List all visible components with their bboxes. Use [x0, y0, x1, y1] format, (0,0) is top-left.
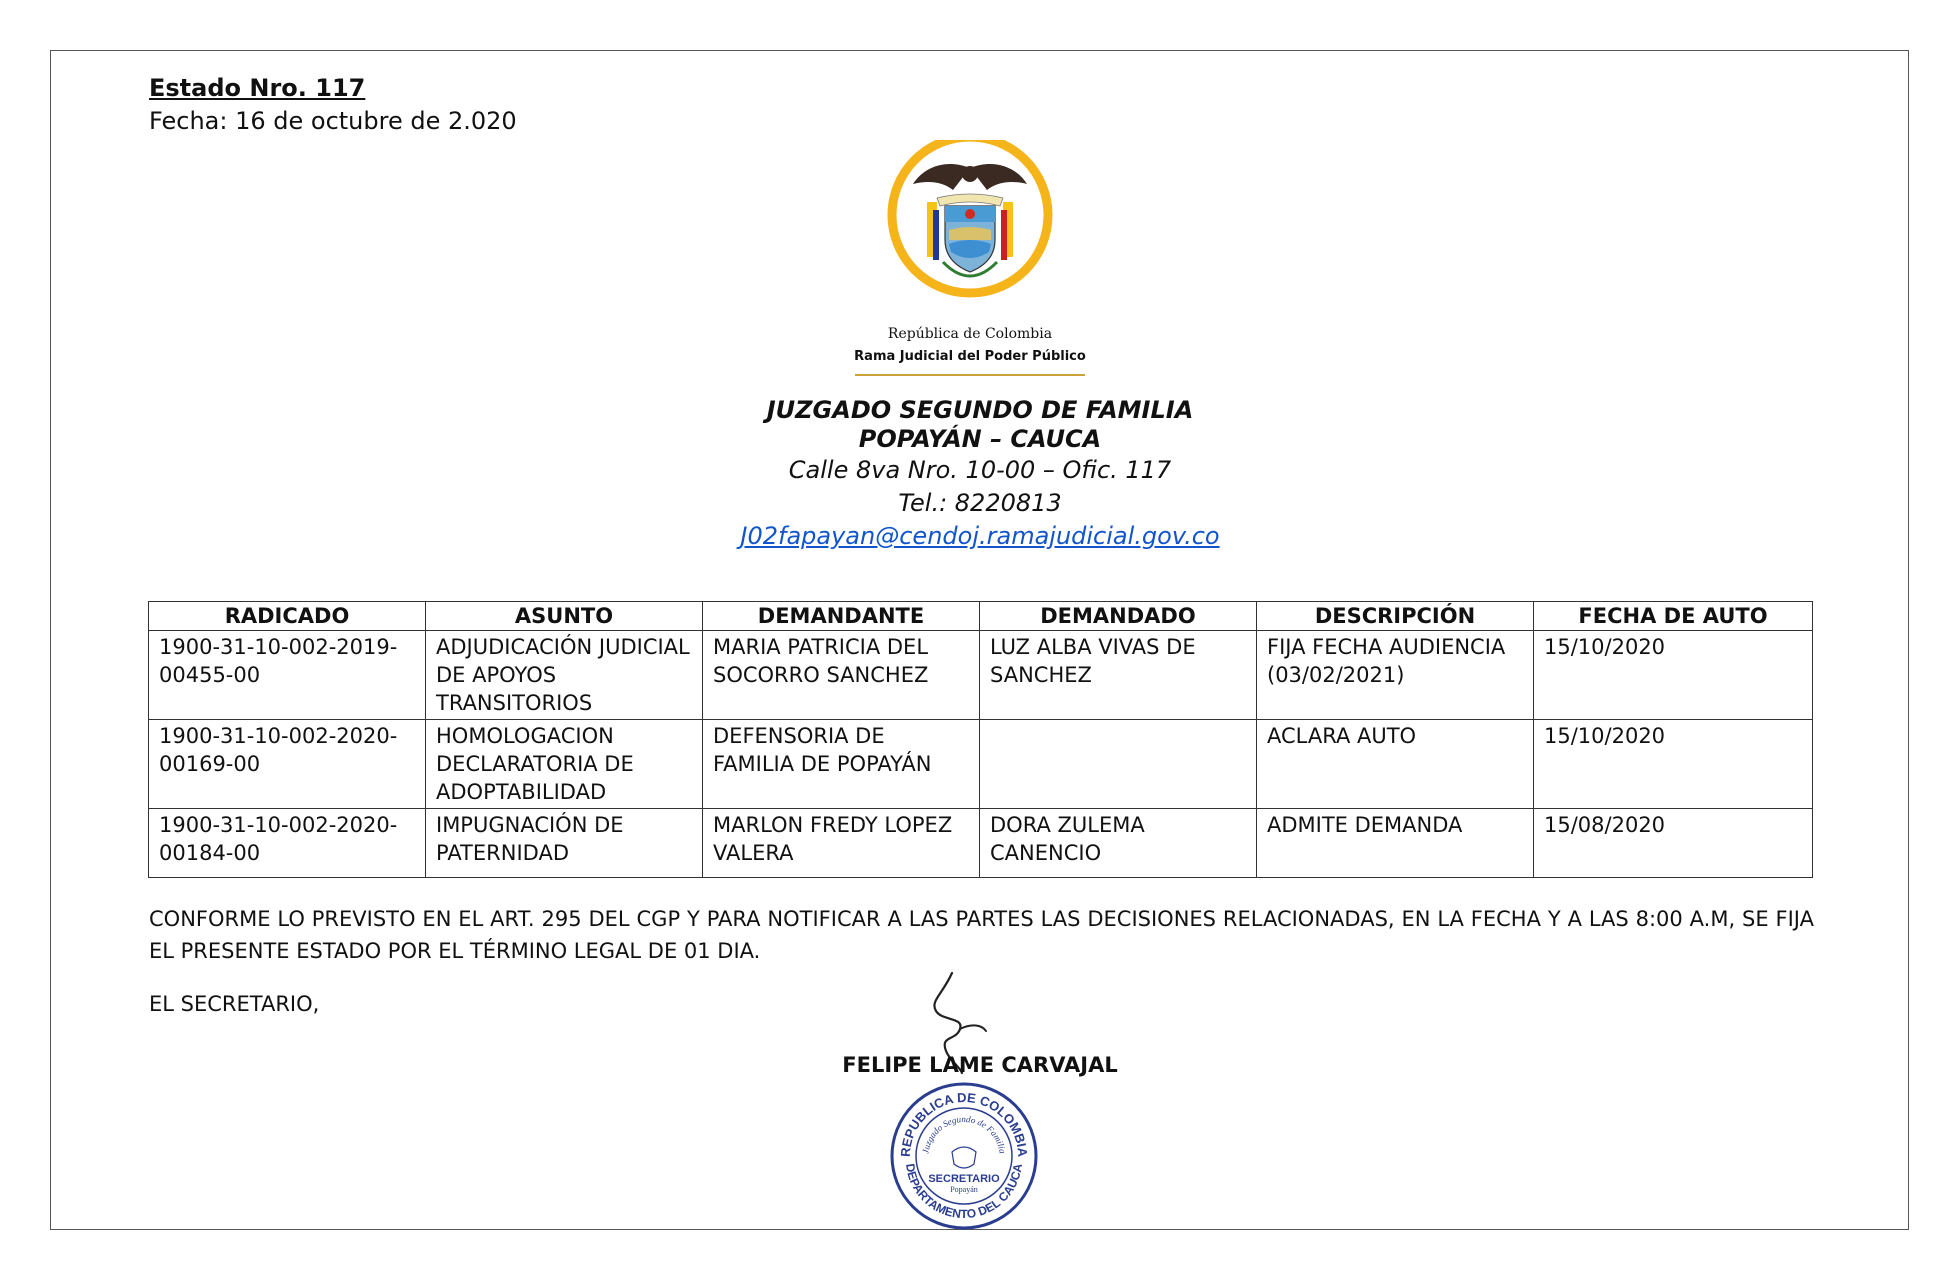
logo-line-rama-judicial: Rama Judicial del Poder Público: [854, 349, 1086, 364]
cell-asunto: HOMOLOGACION DECLARATORIA DE ADOPTABILIDAD: [426, 720, 703, 809]
table-header-row: [149, 602, 1813, 631]
court-email-link[interactable]: J02fapayan@cendoj.ramajudicial.gov.co: [740, 522, 1220, 550]
logo-line-republica: República de Colombia: [887, 326, 1053, 342]
cell-radicado: 1900-31-10-002-2020-00169-00: [149, 720, 426, 809]
cell-asunto: IMPUGNACIÓN DE PATERNIDAD: [426, 809, 703, 878]
notice-paragraph: CONFORME LO PREVISTO EN EL ART. 295 DEL CGP Y PARA NOTIFICAR A LAS PARTES LAS DECISIONES RELACIONADAS, EN LA FECHA Y A LAS 8:00 A.M, SE FIJA EL PRESENTE ESTADO POR EL TÉRMINO LEGAL DE 01 DIA.: [149, 907, 1814, 963]
cell-asunto: ADJUDICACIÓN JUDICIAL DE APOYOS TRANSITORIOS: [426, 631, 703, 720]
header-descripcion: DESCRIPCIÓN: [1257, 602, 1534, 631]
svg-text:SECRETARIO: SECRETARIO: [928, 1173, 1000, 1185]
header-asunto: ASUNTO: [426, 602, 703, 631]
cell-radicado: 1900-31-10-002-2020-00184-00: [149, 809, 426, 878]
escudo-de-colombia-icon: [845, 140, 1095, 380]
cell-demandante: MARIA PATRICIA DEL SOCORRO SANCHEZ: [703, 631, 980, 720]
cell-descripcion: ACLARA AUTO: [1257, 720, 1534, 809]
cell-descripcion: FIJA FECHA AUDIENCIA (03/02/2021): [1257, 631, 1534, 720]
cell-demandado: LUZ ALBA VIVAS DE SANCHEZ: [980, 631, 1257, 720]
estado-table: [148, 601, 1813, 878]
cell-demandado: [980, 720, 1257, 809]
cell-descripcion: ADMITE DEMANDA: [1257, 809, 1534, 878]
estado-number: Estado Nro. 117: [149, 74, 366, 102]
court-phone: Tel.: 8220813: [898, 489, 1062, 517]
cell-demandante: DEFENSORIA DE FAMILIA DE POPAYÁN: [703, 720, 980, 809]
svg-text:REPUBLICA DE COLOMBIA: REPUBLICA DE COLOMBIA: [897, 1089, 1031, 1158]
logo-underline: [855, 374, 1085, 376]
table-row: [149, 809, 1813, 878]
secretary-stamp: [888, 1080, 1040, 1232]
cell-fecha-de-auto: 15/10/2020: [1534, 631, 1813, 720]
table-row: [149, 720, 1813, 809]
header-demandado: DEMANDADO: [980, 602, 1257, 631]
cell-demandado: DORA ZULEMA CANENCIO: [980, 809, 1257, 878]
table-row: [149, 631, 1813, 720]
header-fecha-de-auto: FECHA DE AUTO: [1534, 602, 1813, 631]
court-name: JUZGADO SEGUNDO DE FAMILIA: [766, 396, 1194, 424]
court-address: Calle 8va Nro. 10-00 – Ofic. 117: [788, 456, 1172, 484]
cell-fecha-de-auto: 15/10/2020: [1534, 720, 1813, 809]
svg-text:Juzgado Segundo de Familia: Juzgado Segundo de Familia: [920, 1113, 1008, 1155]
cell-radicado: 1900-31-10-002-2019-00455-00: [149, 631, 426, 720]
header-radicado: RADICADO: [149, 602, 426, 631]
svg-text:DEPARTAMENTO DEL CAUCA: DEPARTAMENTO DEL CAUCA: [903, 1162, 1025, 1222]
estado-date: Fecha: 16 de octubre de 2.020: [149, 107, 517, 135]
court-city: POPAYÁN – CAUCA: [858, 425, 1102, 453]
signer-role: EL SECRETARIO,: [149, 992, 320, 1016]
cell-fecha-de-auto: 15/08/2020: [1534, 809, 1813, 878]
signer-name: FELIPE LAME CARVAJAL: [842, 1053, 1118, 1077]
svg-text:Popayán: Popayán: [950, 1185, 978, 1194]
cell-demandante: MARLON FREDY LOPEZ VALERA: [703, 809, 980, 878]
header-demandante: DEMANDANTE: [703, 602, 980, 631]
